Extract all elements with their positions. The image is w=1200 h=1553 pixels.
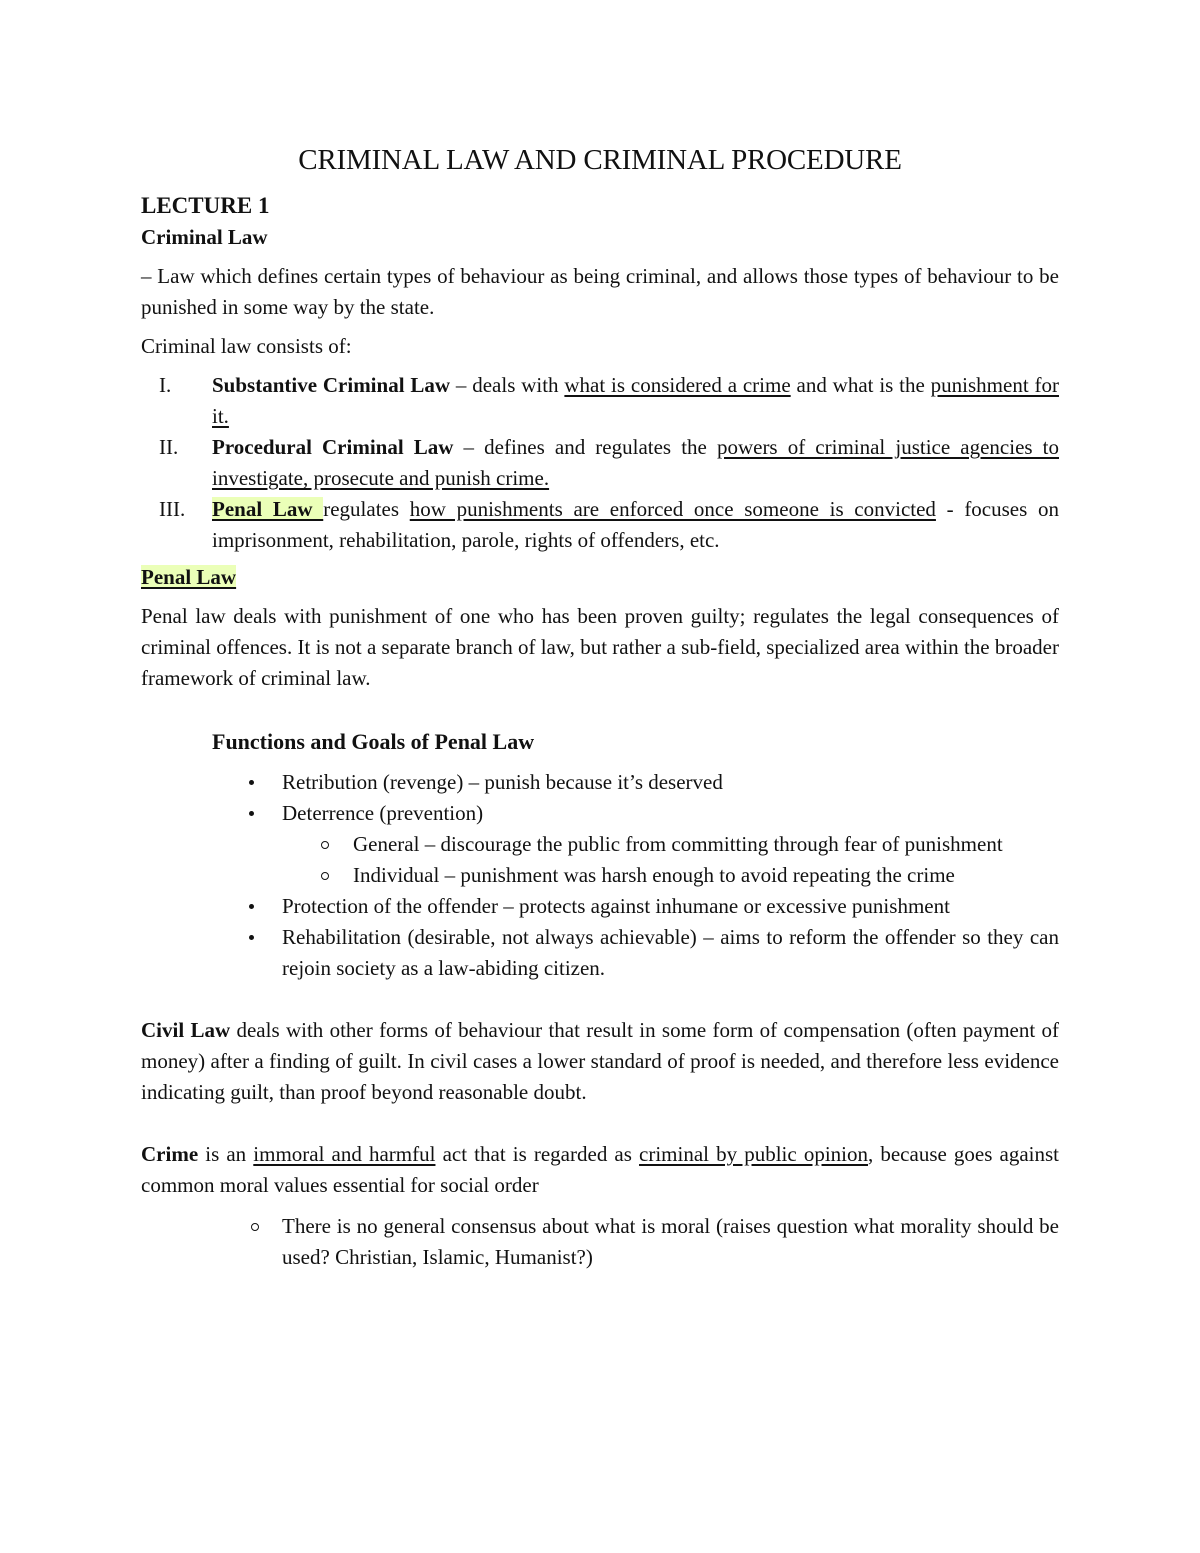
document-title: CRIMINAL LAW AND CRIMINAL PROCEDURE — [298, 144, 902, 176]
term-substantive: Substantive Criminal Law — [212, 373, 451, 397]
bullet-deterrence — [141, 798, 1059, 829]
penal-law-heading: Penal Law — [141, 565, 237, 589]
circle-bullet-icon — [321, 841, 329, 849]
item-underlined: powers of criminal justice agencies to investigate, prosecute and punish crime. — [212, 435, 1059, 490]
bullet-icon — [249, 935, 254, 940]
bullet-text: Retribution (revenge) – punish because it’s deserved — [282, 770, 723, 794]
bullet-protection — [141, 891, 1059, 922]
crime-sublist — [141, 1211, 1059, 1273]
bullet-text: Deterrence (prevention) — [282, 801, 484, 825]
civil-law-paragraph — [141, 1015, 1059, 1108]
term-procedural: Procedural Criminal Law — [212, 435, 454, 459]
item-underlined: how punishments are enforced once someone is convicted — [409, 497, 936, 521]
term-penal-highlighted — [212, 497, 323, 521]
crime-sub-text: There is no general consensus about what is moral (raises question what morality should be used? Christian, Islamic, Humanist?) — [282, 1214, 1059, 1269]
sub-bullet-text: General – discourage the public from committing through fear of punishment — [353, 832, 1003, 856]
penal-law-heading-row — [141, 562, 1059, 593]
item-text: regulates — [323, 497, 410, 521]
item-text: – defines and regulates the — [453, 435, 717, 459]
lecture-heading: LECTURE 1 — [141, 193, 270, 218]
roman-numeral: II. — [159, 435, 179, 459]
list-item-penal — [141, 494, 1059, 556]
civil-law-text: deals with other forms of behaviour that result in some form of compensation (often payment of money) after a finding of guilt. In civil cases a lower standard of proof is needed, and therefore less evidence indicating guilt, than proof beyond reasonable doubt. — [141, 1018, 1060, 1104]
item-text: and what is the — [790, 373, 931, 397]
bullet-rehabilitation — [141, 922, 1059, 984]
spacer — [141, 984, 1059, 1015]
roman-numeral: I. — [159, 373, 172, 397]
bullet-text: Protection of the offender – protects against inhumane or excessive punishment — [282, 894, 950, 918]
crime-text: is an — [198, 1142, 254, 1166]
document-page — [141, 140, 1059, 1273]
criminal-law-heading: Criminal Law — [141, 225, 268, 249]
crime-text: , because goes against common moral values essential for social order — [141, 1142, 1060, 1197]
crime-sub-item — [141, 1211, 1059, 1273]
circle-bullet-icon — [321, 872, 329, 880]
criminal-law-consists-of: Criminal law consists of: — [141, 334, 352, 358]
penal-law-paragraph: Penal law deals with punishment of one who has been proven guilty; regulates the legal consequences of criminal offences. It is not a separate branch of law, but rather a sub-field, specialized area within the broader framework of criminal law. — [141, 604, 1059, 690]
functions-list — [141, 767, 1059, 829]
deterrence-sublist — [141, 829, 1059, 891]
crime-paragraph — [141, 1139, 1059, 1201]
criminal-law-definition: – Law which defines certain types of behaviour as being criminal, and allows those types of behaviour to be punished in some way by the state. — [141, 264, 1059, 319]
crime-underlined: immoral and harmful — [253, 1142, 436, 1166]
civil-law-term: Civil Law — [141, 1018, 231, 1042]
crime-text: act that is regarded as — [435, 1142, 640, 1166]
bullet-text: Rehabilitation (desirable, not always achievable) – aims to reform the offender so they can rejoin society as a law-abiding citizen. — [282, 925, 1059, 980]
item-underlined: what is considered a crime — [564, 373, 791, 397]
spacer — [141, 1108, 1059, 1139]
bullet-icon — [249, 904, 254, 909]
sub-bullet-general — [141, 829, 1059, 860]
crime-term: Crime — [141, 1142, 199, 1166]
list-item-substantive — [141, 370, 1059, 432]
bullet-icon — [249, 811, 254, 816]
item-text: - focuses on imprisonment, rehabilitation, parole, rights of offenders, etc. — [212, 497, 1059, 552]
functions-list-continued — [141, 891, 1059, 984]
crime-underlined: criminal by public opinion — [639, 1142, 868, 1166]
bullet-retribution — [141, 767, 1059, 798]
item-underlined: punishment for it. — [212, 373, 1059, 428]
list-item-procedural — [141, 432, 1059, 494]
item-text: – deals with — [450, 373, 565, 397]
penal-law-heading-highlight — [141, 565, 236, 589]
functions-heading: Functions and Goals of Penal Law — [212, 729, 535, 754]
bullet-icon — [249, 780, 254, 785]
sub-bullet-text: Individual – punishment was harsh enough to avoid repeating the crime — [353, 863, 955, 887]
term-penal: Penal Law — [212, 497, 324, 521]
circle-bullet-icon — [251, 1223, 259, 1231]
criminal-law-components-list — [141, 370, 1059, 556]
sub-bullet-individual — [141, 860, 1059, 891]
roman-numeral: III. — [159, 497, 186, 521]
